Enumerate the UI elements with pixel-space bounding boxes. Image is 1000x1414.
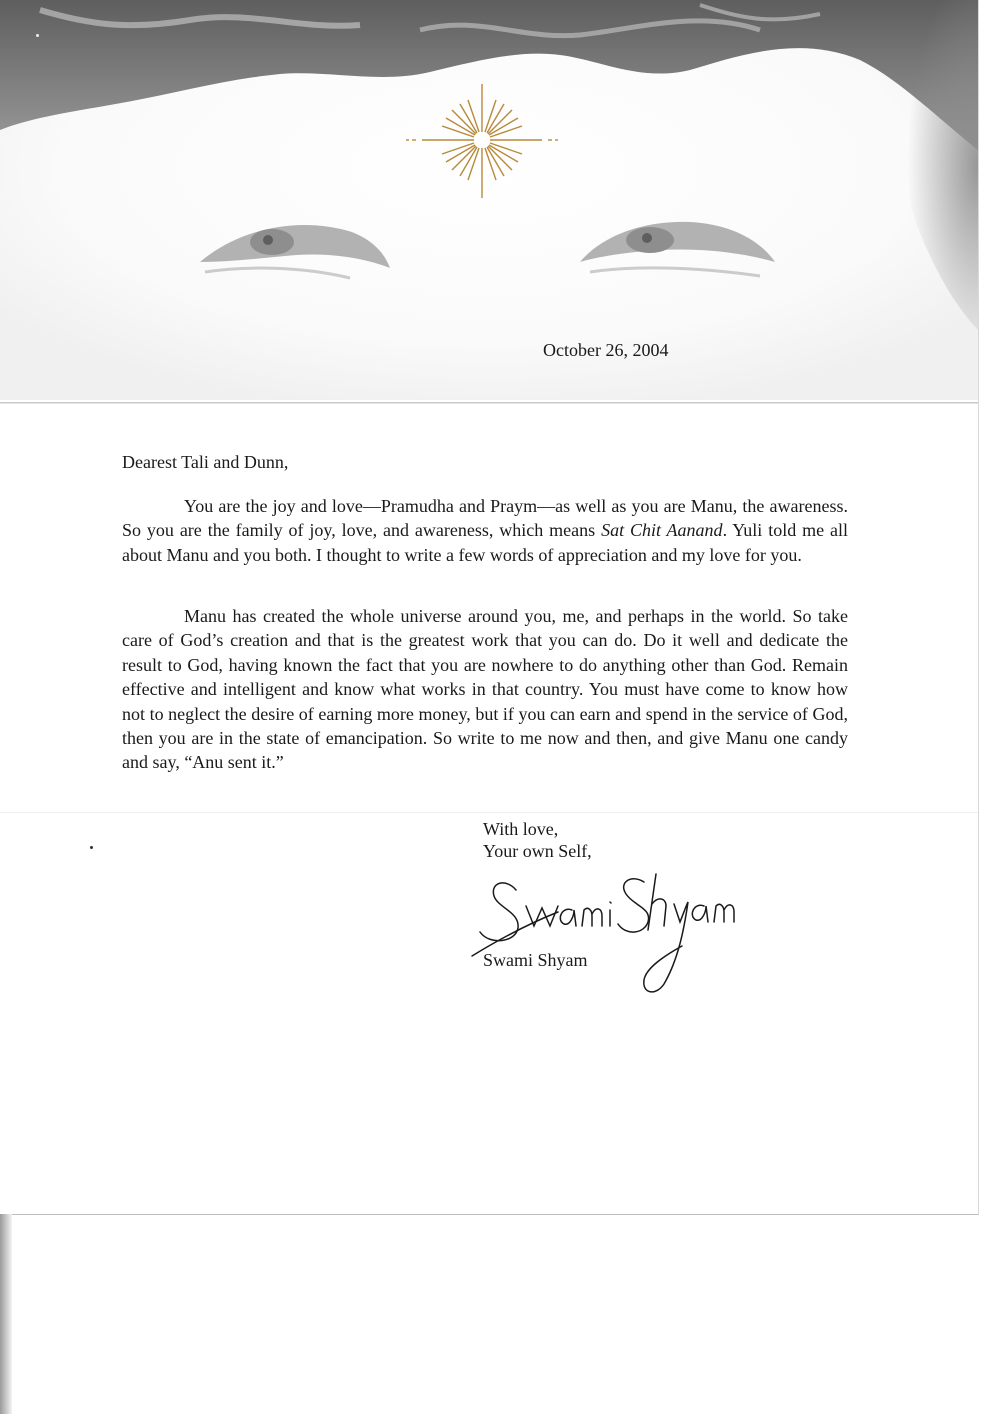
letter-date: October 26, 2004 xyxy=(543,340,669,360)
paragraph-1-italic-phrase: Sat Chit Aanand xyxy=(601,520,723,541)
paper-speck xyxy=(36,34,39,37)
letter-paragraph-2: Manu has created the whole universe around you, me, and perhaps in the world. So take care of God’s creation and that is the greatest work that you can do. Do it well and dedicate the result to God, having known the fact that you are nowhere to do anything other than God. Remain effective and intelligent and know what works in that country. You must have come to know how not to neglect the desire of earning more money, but if you can earn and spend in the service of God, then you are in the state of emancipation. So write to me now and then, and give Manu one candy and say, “Anu sent it.” xyxy=(122,606,848,773)
fold-crease-bottom xyxy=(0,812,978,813)
closing-line-2: Your own Self, xyxy=(483,841,592,861)
closing-line-1: With love, xyxy=(483,819,559,839)
scan-edge-shadow xyxy=(0,1214,12,1414)
paper-speck xyxy=(90,846,93,849)
letter-paragraph-1 xyxy=(122,494,848,567)
fold-crease-top xyxy=(0,402,978,404)
signer-name: Swami Shyam xyxy=(483,950,588,970)
handwritten-signature xyxy=(468,860,758,1000)
letterhead-eyes-photo xyxy=(0,0,978,400)
letter-closing xyxy=(483,818,592,862)
letter-salutation: Dearest Tali and Dunn, xyxy=(122,452,289,472)
paragraph-1-text-a: You are the joy and love—Pramudha and Praym—as well as you are Manu, the awareness. So you are the family of joy, love, and awareness, which means xyxy=(122,496,848,541)
letterhead-image xyxy=(0,0,978,400)
paragraph-1-text-b: . Yuli told me all about Manu and you both. I thought to write a few words of appreciation and my love for you. xyxy=(122,520,849,565)
